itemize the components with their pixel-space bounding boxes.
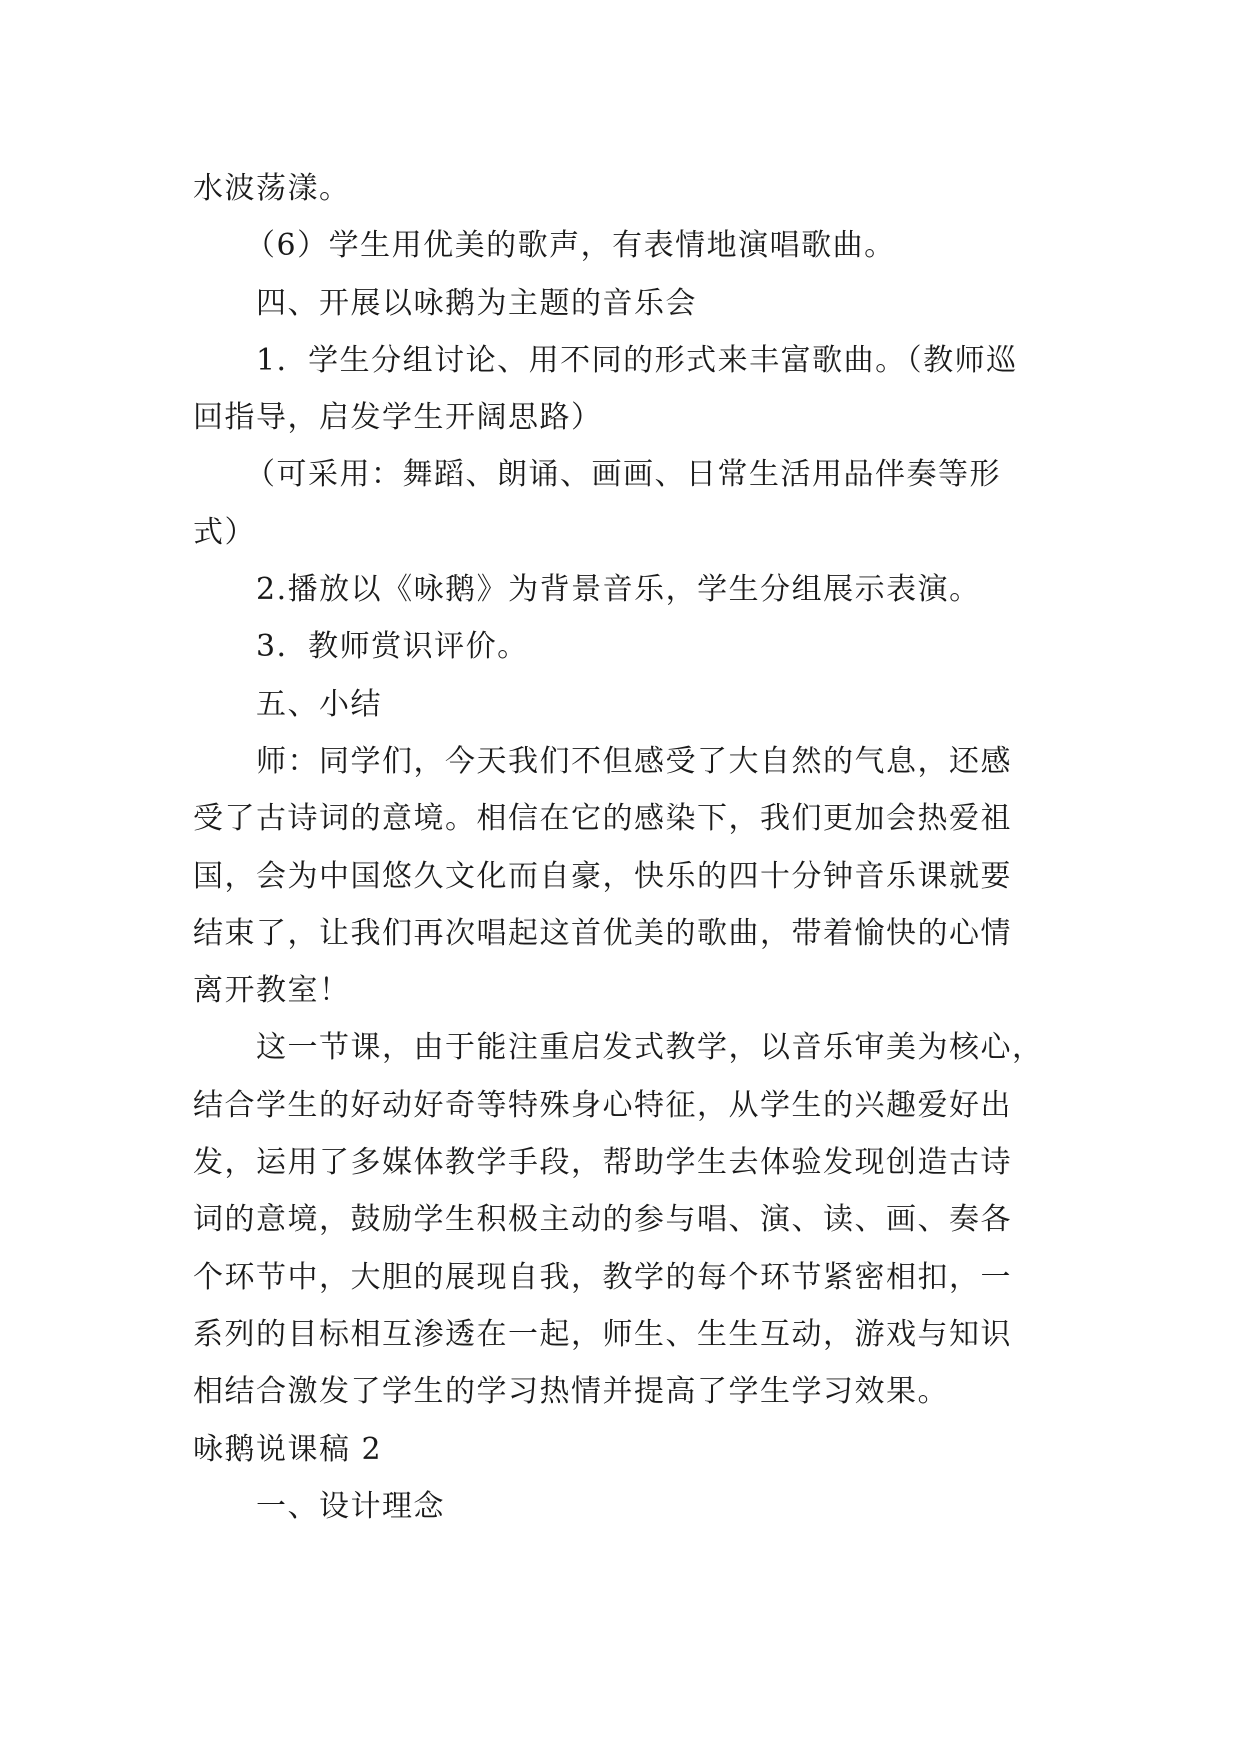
document-body (193, 160, 1051, 1535)
text-line: 师：同学们，今天我们不但感受了大自然的气息，还感 (256, 743, 1012, 779)
text-line: 国，会为中国悠久文化而自豪，快乐的四十分钟音乐课就要 (193, 858, 1012, 894)
section-heading: 一、设计理念 (256, 1488, 445, 1524)
text-line: 2.播放以《咏鹅》为背景音乐，学生分组展示表演。 (256, 572, 981, 608)
text-line: 水波荡漾。 (193, 171, 351, 206)
section-heading: 五、小结 (256, 686, 382, 722)
text-line: 1．学生分组讨论、用不同的形式来丰富歌曲。（教师巡 (256, 342, 1018, 378)
text-line: 受了古诗词的意境。相信在它的感染下，我们更加会热爱祖 (193, 801, 1012, 837)
section-heading: 四、开展以咏鹅为主题的音乐会 (256, 285, 697, 321)
text-line: 系列的目标相互渗透在一起，师生、生生互动，游戏与知识 (193, 1316, 1012, 1352)
text-line: 词的意境，鼓励学生积极主动的参与唱、演、读、画、奏各 (193, 1202, 1012, 1238)
text-line: 式） (193, 514, 256, 550)
text-line: 发，运用了多媒体教学手段，帮助学生去体验发现创造古诗 (193, 1145, 1012, 1181)
text-line: 结合学生的好动好奇等特殊身心特征，从学生的兴趣爱好出 (193, 1087, 1012, 1123)
text-line: 这一节课，由于能注重启发式教学，以音乐审美为核心， (256, 1030, 1044, 1066)
text-line: 相结合激发了学生的学习热情并提高了学生学习效果。 (193, 1374, 949, 1410)
text-line: 结束了，让我们再次唱起这首优美的歌曲，带着愉快的心情 (193, 915, 1012, 951)
text-line: 离开教室！ (193, 973, 351, 1009)
text-line: 3．教师赏识评价。 (256, 629, 529, 665)
document-title: 咏鹅说课稿 2 (193, 1431, 383, 1467)
text-line: 个环节中，大胆的展现自我，教学的每个环节紧密相扣，一 (193, 1259, 1012, 1295)
text-line: （可采用：舞蹈、朗诵、画画、日常生活用品伴奏等形 (245, 457, 1001, 493)
text-line: （6）学生用优美的歌声，有表情地演唱歌曲。 (245, 228, 896, 264)
text-line: 回指导，启发学生开阔思路） (193, 400, 603, 436)
